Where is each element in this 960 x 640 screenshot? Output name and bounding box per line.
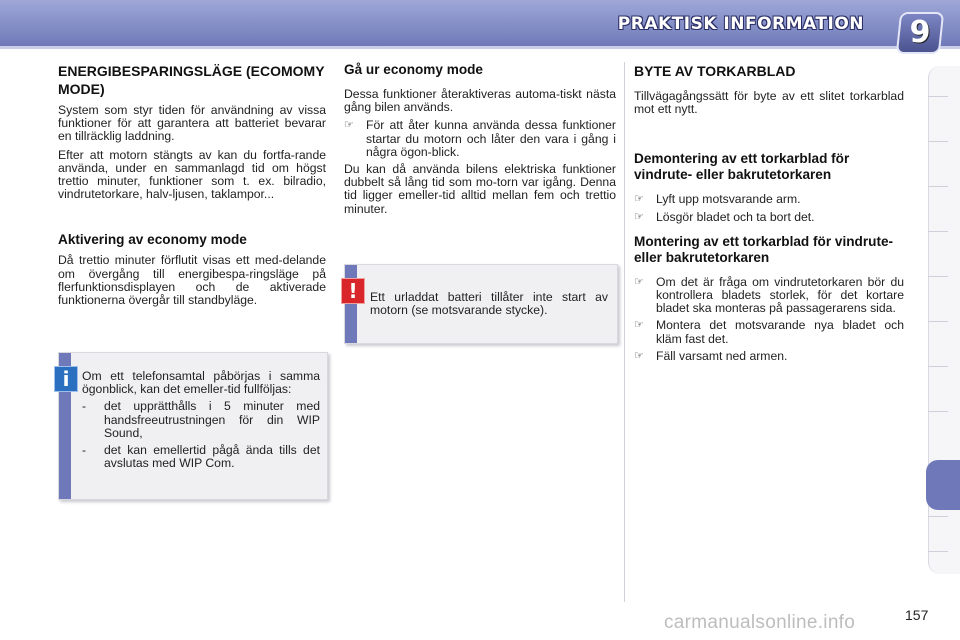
pointing-hand-icon: ☞ [634, 193, 644, 206]
tab-divider [928, 186, 948, 187]
list-item [634, 193, 904, 206]
header-divider [0, 46, 960, 49]
list-item [634, 276, 904, 316]
tab-divider [928, 321, 948, 322]
list-item-text: Fäll varsamt ned armen. [656, 348, 788, 363]
pointing-hand-icon: ☞ [634, 210, 644, 223]
column-energy-saving [58, 62, 326, 312]
list-item-text: För att åter kunna använda dessa funktioner startar du motorn och låter den vara i gång i några ögon-blick. [366, 118, 616, 159]
list-item [82, 444, 320, 470]
pointing-hand-icon: ☞ [634, 349, 644, 362]
list-item [634, 350, 904, 363]
subsection-title-activation: Aktivering av economy mode [58, 232, 247, 248]
list-item [634, 319, 904, 345]
section-title-exit-economy: Gå ur economy mode [344, 62, 483, 77]
chapter-badge [896, 12, 944, 54]
subsection-title-mounting: Montering av ett torkarblad för vindrute- eller bakrutetorkaren [634, 233, 894, 265]
active-chapter-tab [926, 460, 960, 510]
list-item [82, 400, 320, 440]
page-number: 157 [905, 607, 929, 623]
list-item [634, 211, 904, 224]
column-divider [624, 62, 625, 602]
paragraph: Då trettio minuter förflutit visas ett med-delande om övergång till energibespa-ringsläge på flerfunktionsdisplayen och de aktiverade funktionerna övergår till standbyläge. [58, 253, 326, 308]
paragraph: Efter att motorn stängts av kan du fortfa-rande använda, under en sammanlagd tid om högst trettio minuter, funktioner som t. ex. bilradio, vindrutetorkare, halv-ljusen, taklampor... [58, 147, 326, 202]
section-title-wiper-blades: BYTE AV TORKARBLAD [634, 63, 796, 79]
tab-divider [928, 366, 948, 367]
tab-divider [928, 141, 948, 142]
paragraph: Du kan då använda bilens elektriska funktioner dubbelt så lång tid som mo-torn var igång. Denna tid ligger emeller-tid alltid mellan fem och trettio minuter. [344, 162, 616, 216]
paragraph: Om ett telefonsamtal påbörjas i samma ögonblick, kan det emeller-tid fullföljas: [82, 369, 320, 397]
list-item-text: Lyft upp motsvarande arm. [656, 192, 801, 207]
tab-divider [928, 551, 948, 552]
info-icon: i [54, 366, 78, 392]
note-accent-bar [345, 265, 357, 343]
pointing-hand-icon: ☞ [344, 119, 354, 132]
info-note-text [82, 370, 320, 474]
tab-divider [928, 231, 948, 232]
list-item [344, 119, 616, 159]
chapter-number: 9 [909, 15, 931, 50]
pointing-hand-icon: ☞ [634, 319, 644, 332]
list-item-text: Montera det motsvarande nya bladet och kläm fast det. [656, 318, 904, 346]
tab-divider [928, 96, 948, 97]
warning-icon: ! [341, 278, 365, 304]
list-item-text: det upprätthålls i 5 minuter med handsfreeutrustningen för din WIP Sound, [104, 399, 320, 440]
tab-divider [928, 411, 948, 412]
dash-marker: - [82, 399, 87, 414]
tab-divider [928, 276, 948, 277]
list-item-text: det kan emellertid pågå ända tills det avslutas med WIP Com. [104, 443, 320, 471]
watermark: carmanualsonline.info [664, 612, 856, 633]
paragraph: Dessa funktioner återaktiveras automa-tiskt nästa gång bilen används. [344, 87, 616, 115]
page-section-title: PRAKTISK INFORMATION [617, 14, 864, 34]
column-wiper-blades [634, 62, 904, 367]
list-item-text: Om det är fråga om vindrutetorkaren bör du kontrollera bladets storlek, för det kortare bladet ska monteras på passagerarens sida. [656, 274, 904, 316]
list-item-text: Lösgör bladet och ta bort det. [656, 209, 815, 224]
column-exit-economy [344, 62, 616, 221]
warning-note-text [370, 291, 608, 321]
subsection-title-removal: Demontering av ett torkarblad för vindrute- eller bakrutetorkaren [634, 151, 850, 183]
paragraph: System som styr tiden för användning av vissa funktioner för att garantera att batteriet bevarar en tillräcklig laddning. [58, 103, 326, 144]
section-title-energy-saving: ENERGIBESPARINGSLÄGE (ECOMOMY MODE) [58, 63, 325, 97]
tab-divider [928, 516, 948, 517]
dash-marker: - [82, 443, 87, 458]
pointing-hand-icon: ☞ [634, 275, 644, 288]
paragraph: Tillvägagångssätt för byte av ett slitet torkarblad mot ett nytt. [634, 89, 904, 117]
paragraph: Ett urladdat batteri tillåter inte start av motorn (se motsvarande stycke). [370, 290, 608, 318]
